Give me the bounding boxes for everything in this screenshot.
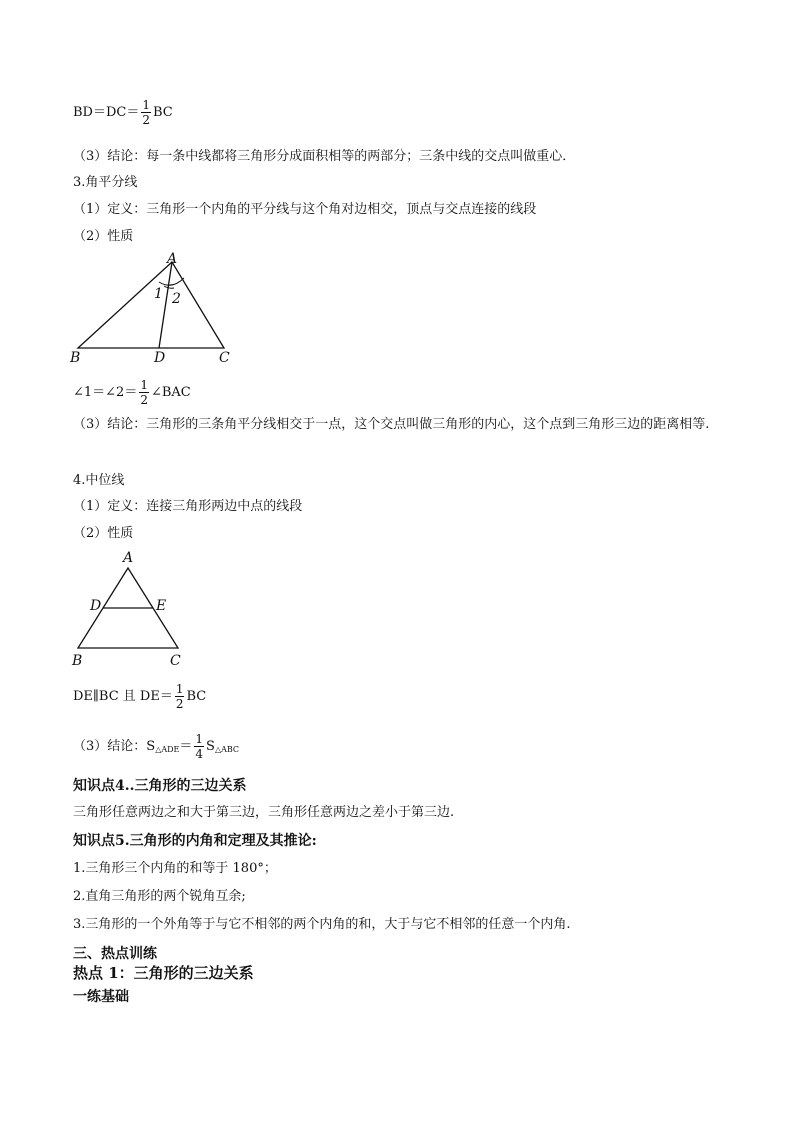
conclusion-prefix: （3）结论：S bbox=[73, 739, 156, 754]
fraction bbox=[194, 732, 204, 761]
midline-figure bbox=[68, 548, 198, 670]
fraction-denominator: 2 bbox=[142, 113, 150, 127]
fraction-numerator: 1 bbox=[175, 682, 184, 696]
bisector-heading: 3.角平分线 bbox=[73, 175, 138, 190]
angle-arc-inner bbox=[164, 286, 174, 288]
kp4-title: 知识点4..三角形的三边关系 bbox=[73, 778, 247, 794]
hotspot-title: 热点 1：三角形的三边关系 bbox=[73, 964, 254, 982]
midline-heading: 4.中位线 bbox=[73, 473, 125, 488]
fraction bbox=[139, 378, 149, 407]
equals-sign: ＝ bbox=[179, 739, 193, 754]
fraction-denominator: 2 bbox=[175, 697, 184, 711]
kp5-item-1: 1.三角形三个内角的和等于 180°； bbox=[73, 861, 277, 876]
midline-formula bbox=[73, 682, 206, 711]
bisector-definition: （1）定义：三角形一个内角的平分线与这个角对边相交，顶点与交点连接的线段 bbox=[73, 202, 537, 217]
fraction bbox=[175, 682, 185, 711]
label-b: B bbox=[70, 350, 81, 366]
kp4-text: 三角形任意两边之和大于第三边，三角形任意两边之差小于第三边. bbox=[73, 805, 455, 820]
angle-bisector-figure bbox=[68, 248, 248, 370]
label-a: A bbox=[167, 251, 178, 267]
fraction-numerator: 1 bbox=[142, 98, 150, 112]
formula-right: ∠BAC bbox=[150, 385, 191, 400]
bisector-ad bbox=[159, 262, 172, 348]
basic-title: 一练基础 bbox=[73, 989, 129, 1005]
label-angle-2: 2 bbox=[172, 291, 181, 307]
triangle-abc bbox=[78, 262, 224, 348]
label-c: C bbox=[219, 350, 230, 366]
fraction-denominator: 4 bbox=[195, 747, 204, 761]
kp5-item-3: 3.三角形的一个外角等于与它不相邻的两个内角的和，大于与它不相邻的任意一个内角. bbox=[73, 917, 571, 932]
angle-arc bbox=[159, 278, 184, 285]
area-symbol: S bbox=[206, 739, 215, 754]
label-angle-1: 1 bbox=[154, 286, 163, 302]
fraction bbox=[141, 98, 151, 127]
label-c: C bbox=[170, 653, 181, 669]
bisector-conclusion: （3）结论：三角形的三条角平分线相交于一点，这个交点叫做三角形的内心，这个点到三角形三边的距离相等. bbox=[73, 417, 710, 432]
midline-definition: （1）定义：连接三角形两边中点的线段 bbox=[73, 499, 303, 514]
subscript-ade: △ADE bbox=[155, 745, 180, 754]
label-e: E bbox=[156, 598, 167, 614]
formula-left: ∠1＝∠2＝ bbox=[73, 385, 138, 400]
label-d: D bbox=[154, 350, 166, 366]
formula-left: BD＝DC＝ bbox=[73, 105, 140, 120]
subscript-abc: △ABC bbox=[214, 745, 240, 754]
formula-right: BC bbox=[186, 689, 207, 704]
fraction-denominator: 2 bbox=[140, 393, 148, 407]
label-d: D bbox=[90, 598, 102, 614]
label-a: A bbox=[123, 550, 134, 566]
formula-left: DE∥BC 且 DE＝ bbox=[73, 689, 173, 704]
fraction-numerator: 1 bbox=[140, 378, 148, 392]
bisector-property: （2）性质 bbox=[73, 229, 134, 244]
kp5-title: 知识点5.三角形的内角和定理及其推论: bbox=[73, 833, 317, 849]
midline-property: （2）性质 bbox=[73, 526, 134, 541]
kp5-item-2: 2.直角三角形的两个锐角互余; bbox=[73, 889, 246, 904]
label-b: B bbox=[72, 653, 83, 669]
bisector-formula bbox=[73, 378, 191, 407]
formula-right: BC bbox=[153, 105, 173, 120]
midline-conclusion bbox=[73, 732, 239, 761]
median-formula bbox=[73, 98, 173, 127]
section-title: 三、热点训练 bbox=[73, 946, 157, 962]
fraction-numerator: 1 bbox=[195, 732, 204, 746]
median-conclusion: （3）结论：每一条中线都将三角形分成面积相等的两部分；三条中线的交点叫做重心． bbox=[73, 149, 576, 164]
